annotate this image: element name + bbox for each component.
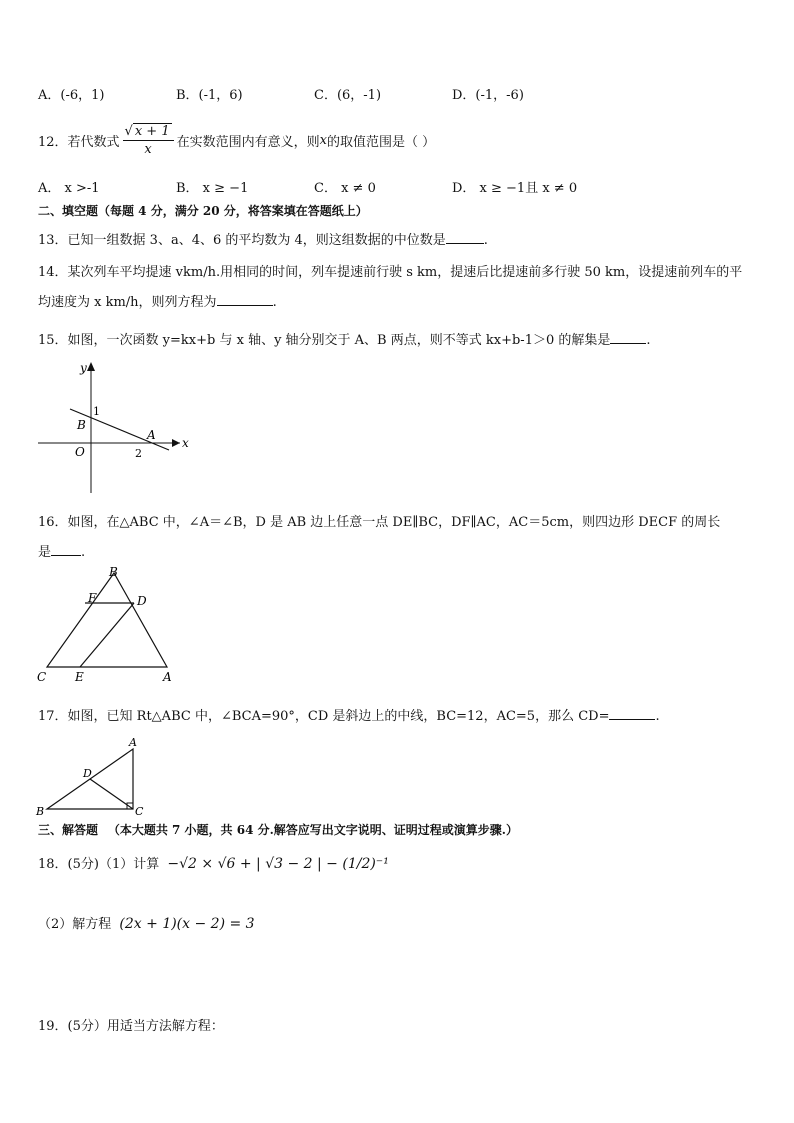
q12-frac-denominator: x [144,141,152,157]
q15: 15．如图，一次函数 y=kx+b 与 x 轴、y 轴分别交于 A、B 两点，则不等式 kx+b-1＞0 的解集是 . [38,333,651,348]
q18-part2-expression: (2x + 1)(x − 2) = 3 [119,916,255,932]
q17-text: 17．如图，已知 Rt△ABC 中，∠BCA=90°，CD 是斜边上的中线，BC=12，AC=5，那么 CD= [38,709,610,724]
q14-line2-text: 均速度为 x km/h，则列方程为 [38,295,217,310]
q15-label-b: B [77,418,86,432]
q15-text: 15．如图，一次函数 y=kx+b 与 x 轴、y 轴分别交于 A、B 两点，则不等式 kx+b-1＞0 的解集是 [38,333,611,348]
q13-answer-blank [446,232,484,244]
q12-option-a: A． x >-1 [38,181,100,196]
q16-answer-blank [51,544,81,556]
q15-label-two: 2 [135,447,142,460]
q17-triangle-figure [32,734,152,818]
q17-label-d: D [83,767,92,780]
q11-option-a: A．(-6，1) [38,88,105,103]
q16-line2: 是 . [38,545,86,560]
q12-prefix: 12．若代数式 [38,134,120,150]
q12-suffix: 在实数范围内有意义，则 [176,134,320,150]
q16-label-f: F [88,591,97,605]
q18-part1-expression: −√2 × √6 + | √3 − 2 | − (1/2)⁻¹ [167,856,389,872]
q16-label-d: D [137,594,147,608]
q16-label-e: E [75,670,84,684]
q17: 17．如图，已知 Rt△ABC 中，∠BCA=90°，CD 是斜边上的中线，BC=12，AC=5，那么 CD= . [38,709,660,724]
q14-line1: 14．某次列车平均提速 vkm/h.用相同的时间，列车提速前行驶 s km，提速后比提速前多行驶 50 km，设提速前列车的平 [38,265,743,280]
q11-option-c: C．(6，-1) [314,88,382,103]
section2-title: 二、填空题（每题 4 分，满分 20 分，将答案填在答题纸上） [38,204,368,218]
q12-fraction: $\frac{√ x + 1}{x}$ [123,124,174,157]
q16-line1: 16．如图，在△ABC 中，∠A＝∠B，D 是 AB 边上任意一点 DE∥BC，DF∥AC，AC＝5cm，则四边形 DECF 的周长 [38,515,721,530]
q12-option-c: C． x ≠ 0 [314,181,376,196]
section3-heading [38,821,518,838]
q13: 13．已知一组数据 3、a、4、6 的平均数为 4，则这组数据的中位数是 . [38,233,488,248]
q17-label-c: C [135,805,144,818]
q12-option-d: D． x ≥ −1且 x ≠ 0 [452,181,578,196]
q16-label-a: A [163,670,172,684]
q15-label-x: x [182,436,189,450]
q15-graph [30,358,200,498]
q18-part2 [38,913,255,932]
q15-label-a: A [147,428,156,442]
q12-option-b: B． x ≥ −1 [176,181,249,196]
q13-text: 13．已知一组数据 3、a、4、6 的平均数为 4，则这组数据的中位数是 [38,233,446,248]
q16-line2-text: 是 [38,545,52,560]
section3-title: 三、解答题 [38,823,99,837]
q15-label-y: y [80,361,87,375]
q11-option-d: D．(-1，-6) [452,88,524,103]
q19: 19．(5分）用适当方法解方程： [38,1019,224,1034]
q11-option-b: B．(-1，6) [176,88,243,103]
q15-answer-blank [610,332,646,344]
q16-label-c: C [37,670,47,684]
q12-frac-numerator: x + 1 [134,123,170,139]
q17-label-b: B [36,805,45,818]
q18-part1-prefix: 18．(5分)（1）计算 [38,857,160,872]
q16-segment-de [80,603,134,667]
q17-answer-blank [609,708,655,720]
q14-line2: 均速度为 x km/h，则列方程为 . [38,295,277,310]
q18-part2-prefix: （2）解方程 [38,917,112,932]
q12-suffix2: 的取值范围是（ ） [326,134,436,150]
q18-part1 [38,853,389,872]
q16-label-b: B [109,565,118,579]
q16-triangle-figure [32,563,192,687]
q15-label-one: 1 [93,405,100,418]
section3-note: （本大题共 7 小题，共 64 分.解答应写出文字说明、证明过程或演算步骤.） [107,823,518,837]
q17-label-a: A [129,736,137,749]
q12-var: x [319,132,327,148]
q15-x-arrow [172,439,180,447]
q15-y-arrow [87,362,95,371]
q15-label-o: O [75,445,85,459]
q12-stem [38,118,435,162]
q16-triangle-abc [47,573,167,667]
q14-answer-blank [217,294,273,306]
